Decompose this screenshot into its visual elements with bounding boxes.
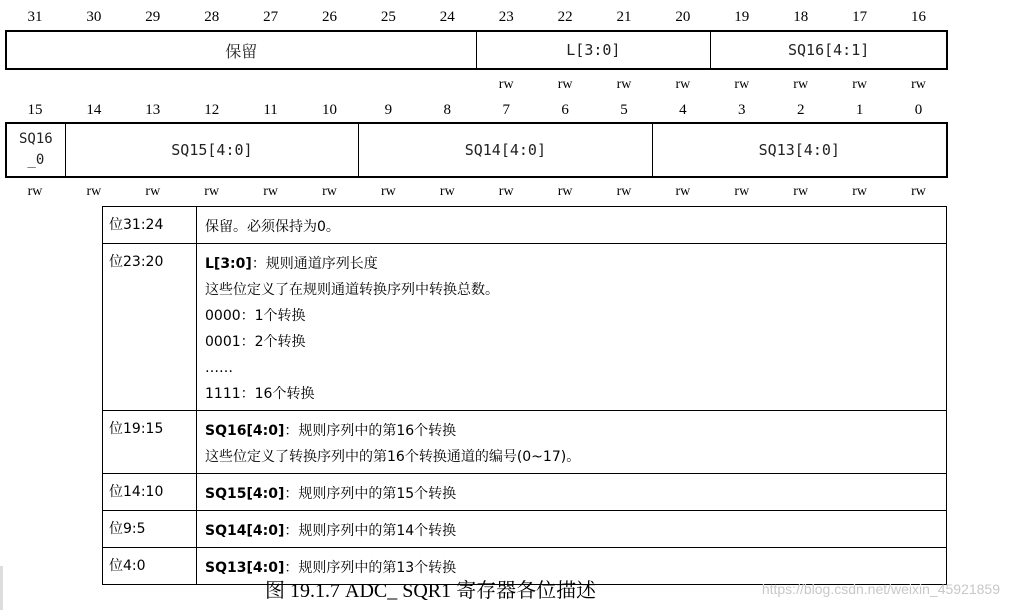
access-label: rw [322, 184, 337, 199]
bit-number: 3 [738, 102, 746, 118]
bit-range-label: 位23:20 [109, 254, 164, 270]
description-line [205, 444, 946, 470]
description-text: 这些位定义了转换序列中的第16个转换通道的编号(0~17)。 [205, 449, 581, 465]
bit-range-label: 位31:24 [109, 217, 164, 233]
bit-number: 25 [380, 9, 396, 25]
bit-number: 4 [679, 102, 687, 118]
upper-register-row [5, 30, 948, 70]
description-line [205, 381, 946, 407]
access-label: rw [734, 184, 750, 199]
description-text: 这些位定义了在规则通道转换序列中转换总数。 [205, 282, 499, 298]
description-text: 1111：16个转换 [205, 386, 315, 402]
bit-number: 8 [443, 102, 452, 118]
bit-number: 11 [263, 102, 278, 118]
access-label: rw [498, 77, 514, 92]
access-label: rw [793, 77, 809, 92]
description-cell [197, 207, 947, 244]
access-label: rw [557, 77, 573, 92]
access-label: rw [86, 184, 102, 199]
bit-number: 10 [322, 102, 337, 118]
access-label: rw [204, 184, 220, 199]
access-label: rw [381, 184, 396, 199]
access-label: rw [793, 184, 809, 199]
description-line [205, 481, 946, 507]
bit-number: 5 [620, 102, 628, 118]
field-name: SQ15[4:0] [205, 486, 285, 502]
field-name: L[3:0] [205, 256, 252, 272]
access-label: rw [145, 184, 161, 199]
description-line [205, 518, 946, 544]
description-cell [197, 474, 947, 511]
bit-number: 9 [384, 102, 393, 118]
bit-range-cell [103, 207, 197, 244]
description-cell [197, 244, 947, 411]
access-label: rw [675, 184, 691, 199]
bit-number: 22 [557, 9, 573, 25]
bit-range-cell [103, 511, 197, 548]
bit-number: 1 [855, 102, 864, 118]
access-label: rw [911, 77, 926, 92]
left-edge-mark [0, 566, 3, 610]
register-field: SQ16[4:1] [787, 41, 870, 59]
table-row [103, 511, 947, 548]
watermark: https://blog.csdn.net/weixin_45921859 [761, 581, 1000, 597]
bit-number: 31 [27, 9, 43, 25]
access-label: rw [498, 184, 514, 199]
bit-range-label: 位4:0 [109, 558, 146, 574]
figure-caption: 图 19.1.7 ADC_ SQR1 寄存器各位描述 [265, 580, 597, 602]
access-label: rw [439, 184, 455, 199]
bit-number: 0 [914, 102, 923, 118]
table-row [103, 244, 947, 411]
register-field: SQ13[4:0] [758, 141, 840, 159]
table-row [103, 411, 947, 474]
access-label: rw [911, 184, 926, 199]
description-line [205, 251, 946, 277]
description-text: 0000：1个转换 [205, 308, 306, 324]
access-label: rw [263, 184, 278, 199]
field-name: SQ14[4:0] [205, 523, 285, 539]
bit-number: 29 [145, 9, 161, 25]
bit-number: 23 [498, 9, 514, 25]
description-line [205, 418, 946, 444]
field-name: SQ16[4:0] [205, 423, 285, 439]
field-name: SQ13[4:0] [205, 560, 285, 576]
bit-range-label: 位19:15 [109, 421, 164, 437]
description-text: ：规则序列中的第16个转换 [284, 423, 457, 439]
access-label: rw [616, 77, 632, 92]
bit-number: 18 [793, 9, 809, 25]
register-field: L[3:0] [477, 32, 712, 68]
bit-number: 2 [796, 102, 805, 118]
bit-number: 15 [27, 102, 43, 118]
bit-range-cell [103, 548, 197, 585]
bit-number: 16 [911, 9, 926, 25]
description-text: …… [205, 360, 233, 376]
description-line [205, 329, 946, 355]
description-text: ：规则序列中的第15个转换 [284, 486, 457, 502]
register-field: 保留 [7, 32, 477, 68]
access-label: rw [675, 77, 691, 92]
access-label: rw [852, 184, 867, 199]
bit-number: 14 [86, 102, 102, 118]
description-line [205, 303, 946, 329]
bit-number: 21 [616, 9, 632, 25]
lower-register-row [5, 122, 948, 178]
description-text: ：规则通道序列长度 [251, 256, 378, 272]
bit-description-table [102, 206, 947, 585]
bit-number: 20 [675, 9, 691, 25]
bit-range-label: 位14:10 [109, 484, 164, 500]
bit-number: 24 [439, 9, 455, 25]
table-row [103, 474, 947, 511]
description-cell [197, 511, 947, 548]
description-text: 保留。必须保持为0。 [205, 219, 340, 235]
access-label: rw [557, 184, 573, 199]
bit-number: 17 [852, 9, 868, 25]
description-line [205, 214, 946, 240]
register-field: SQ15[4:0] [66, 124, 359, 176]
access-label: rw [27, 184, 43, 199]
bit-number: 27 [263, 9, 279, 25]
bit-range-cell [103, 244, 197, 411]
bit-number: 28 [204, 9, 220, 25]
bit-range-cell [103, 474, 197, 511]
access-label: rw [734, 77, 750, 92]
description-text: 0001：2个转换 [205, 334, 306, 350]
bit-number: 7 [502, 102, 510, 118]
description-text: ：规则序列中的第13个转换 [284, 560, 457, 576]
bit-number: 12 [204, 102, 220, 118]
bit-number: 13 [145, 102, 161, 118]
register-field: SQ16 _0 [7, 124, 66, 176]
access-label: rw [852, 77, 867, 92]
bit-number: 6 [561, 102, 569, 118]
description-text: ：规则序列中的第14个转换 [284, 523, 457, 539]
bit-number: 30 [86, 9, 102, 25]
description-line [205, 277, 946, 303]
description-line [205, 355, 946, 381]
register-field: SQ14[4:0] [359, 124, 652, 176]
access-label: rw [616, 184, 632, 199]
table-row [103, 207, 947, 244]
bit-range-cell [103, 411, 197, 474]
bit-number: 26 [322, 9, 337, 25]
bit-range-label: 位9:5 [109, 521, 146, 537]
bit-number: 19 [734, 9, 750, 25]
description-cell [197, 411, 947, 474]
